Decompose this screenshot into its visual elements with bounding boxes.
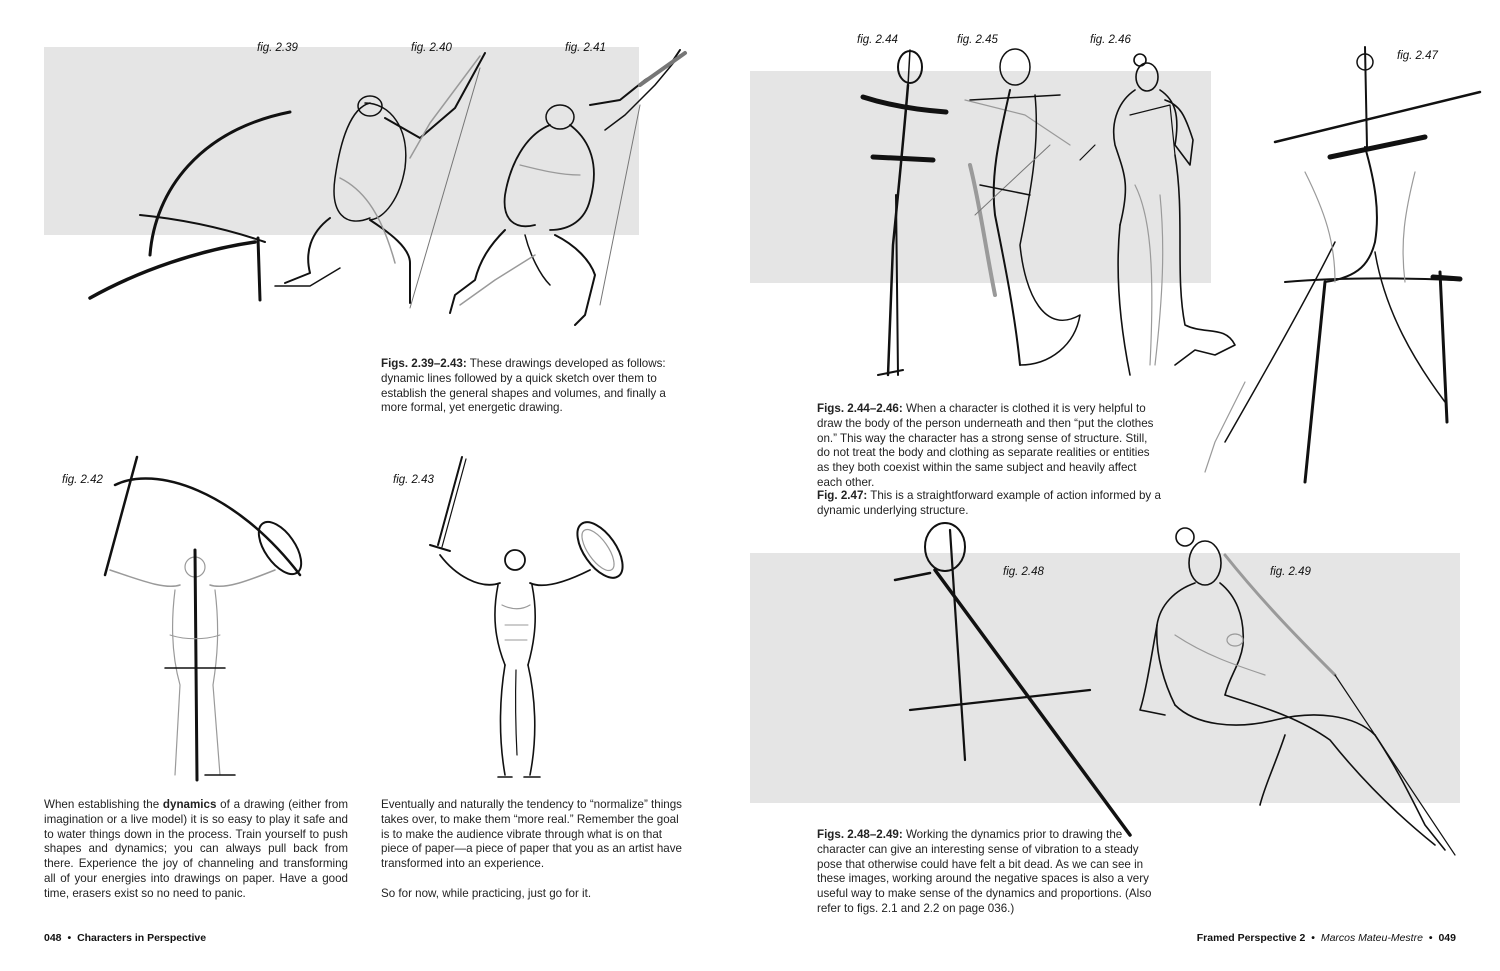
caption-text: Working the dynamics prior to drawing the character can give an interesting sense of vibration to a steady pose that otherwise could have felt a bit dead. As we can see in these images, working around the negative spaces is also a very useful way to make sense of the dynamics and proportions. (Also refer to figs. 2.1 and 2.2 on page 036.) xyxy=(817,828,1152,915)
fig-2-44-structure-sketch xyxy=(858,45,948,385)
book-title: Framed Perspective 2 xyxy=(1196,932,1306,944)
fig-label-2-39: fig. 2.39 xyxy=(257,42,298,54)
body-text-normalize xyxy=(381,798,685,902)
body-text-pre: When establishing the xyxy=(44,798,163,811)
page-number-right: 049 xyxy=(1438,932,1456,944)
fig-label-2-45: fig. 2.45 xyxy=(957,34,998,46)
caption-fig-2-47 xyxy=(817,489,1162,519)
caption-text: This is a straightforward example of action informed by a dynamic underlying structure. xyxy=(817,489,1161,517)
caption-text: These drawings developed as follows: dynamic lines followed by a quick sketch over them to establish the general shapes and volumes, and finally a more formal, yet energetic drawing. xyxy=(381,357,666,415)
fig-label-2-40: fig. 2.40 xyxy=(411,42,452,54)
fig-label-2-48: fig. 2.48 xyxy=(1003,566,1044,578)
folio-right xyxy=(1197,932,1456,944)
folio-left xyxy=(44,932,206,944)
fig-2-43-warrior-drawing xyxy=(420,455,650,790)
body-paragraph-1: Eventually and naturally the tendency to “normalize” things takes over, to make them “more real.” Remember the goal is to make the audience vibrate through what is on that piece of paper—a piece of paper that you as an artist have transformed into an experience. xyxy=(381,798,682,871)
fig-2-45-clothed-sketch xyxy=(950,45,1085,385)
fig-label-2-49: fig. 2.49 xyxy=(1270,566,1311,578)
caption-bold-label: Fig. 2.47: xyxy=(817,489,868,502)
fig-2-39-dynamic-lines-sketch xyxy=(80,100,280,310)
caption-bold-label: Figs. 2.48–2.49: xyxy=(817,828,903,841)
fig-label-2-43: fig. 2.43 xyxy=(393,474,434,486)
author-name: Marcos Mateu-Mestre xyxy=(1320,932,1423,944)
fig-2-41-figure-drawing xyxy=(440,45,690,335)
book-section-title: Characters in Perspective xyxy=(77,932,207,944)
caption-figs-2-48-2-49 xyxy=(817,828,1162,917)
page-number-left: 048 xyxy=(44,932,62,944)
fig-label-2-42: fig. 2.42 xyxy=(62,474,103,486)
fig-label-2-44: fig. 2.44 xyxy=(857,34,898,46)
caption-text: When a character is clothed it is very helpful to draw the body of the person underneath and then “put the clothes on.” This way the character has a strong sense of structure. Still, do not treat the body and clothing as separate realities or entities as they both coexist within the same subject and heavily affect each other. xyxy=(817,402,1154,489)
fig-2-47-action-pose-drawing xyxy=(1185,42,1485,482)
folio-separator: • xyxy=(1311,932,1315,944)
fig-label-2-46: fig. 2.46 xyxy=(1090,34,1131,46)
body-text-dynamics xyxy=(44,798,348,902)
body-text-post: of a drawing (either from imagination or a live model) it is so easy to play it safe and to water things down in the process. Train yourself to push shapes and dynamics; you can always pull back from there. Experience the joy of channeling and transforming all of your energies into drawings on paper. Have a good time, erasers exist so no need to panic. xyxy=(44,798,348,900)
fig-2-48-dynamic-lines-sketch xyxy=(890,525,1140,840)
caption-bold-label: Figs. 2.44–2.46: xyxy=(817,402,903,415)
caption-figs-2-44-2-46 xyxy=(817,402,1162,491)
folio-separator: • xyxy=(67,932,72,944)
body-paragraph-2: So for now, while practicing, just go for it. xyxy=(381,886,592,900)
body-text-bold-dynamics: dynamics xyxy=(162,798,217,811)
fig-label-2-47: fig. 2.47 xyxy=(1397,50,1438,62)
folio-separator: • xyxy=(1428,932,1433,944)
caption-figs-2-39-2-43 xyxy=(381,357,685,416)
fig-2-49-seated-woman-drawing xyxy=(1135,525,1460,865)
fig-label-2-41: fig. 2.41 xyxy=(565,42,606,54)
caption-bold-label: Figs. 2.39–2.43: xyxy=(381,357,467,370)
fig-2-42-shield-figure-sketch xyxy=(95,455,325,790)
